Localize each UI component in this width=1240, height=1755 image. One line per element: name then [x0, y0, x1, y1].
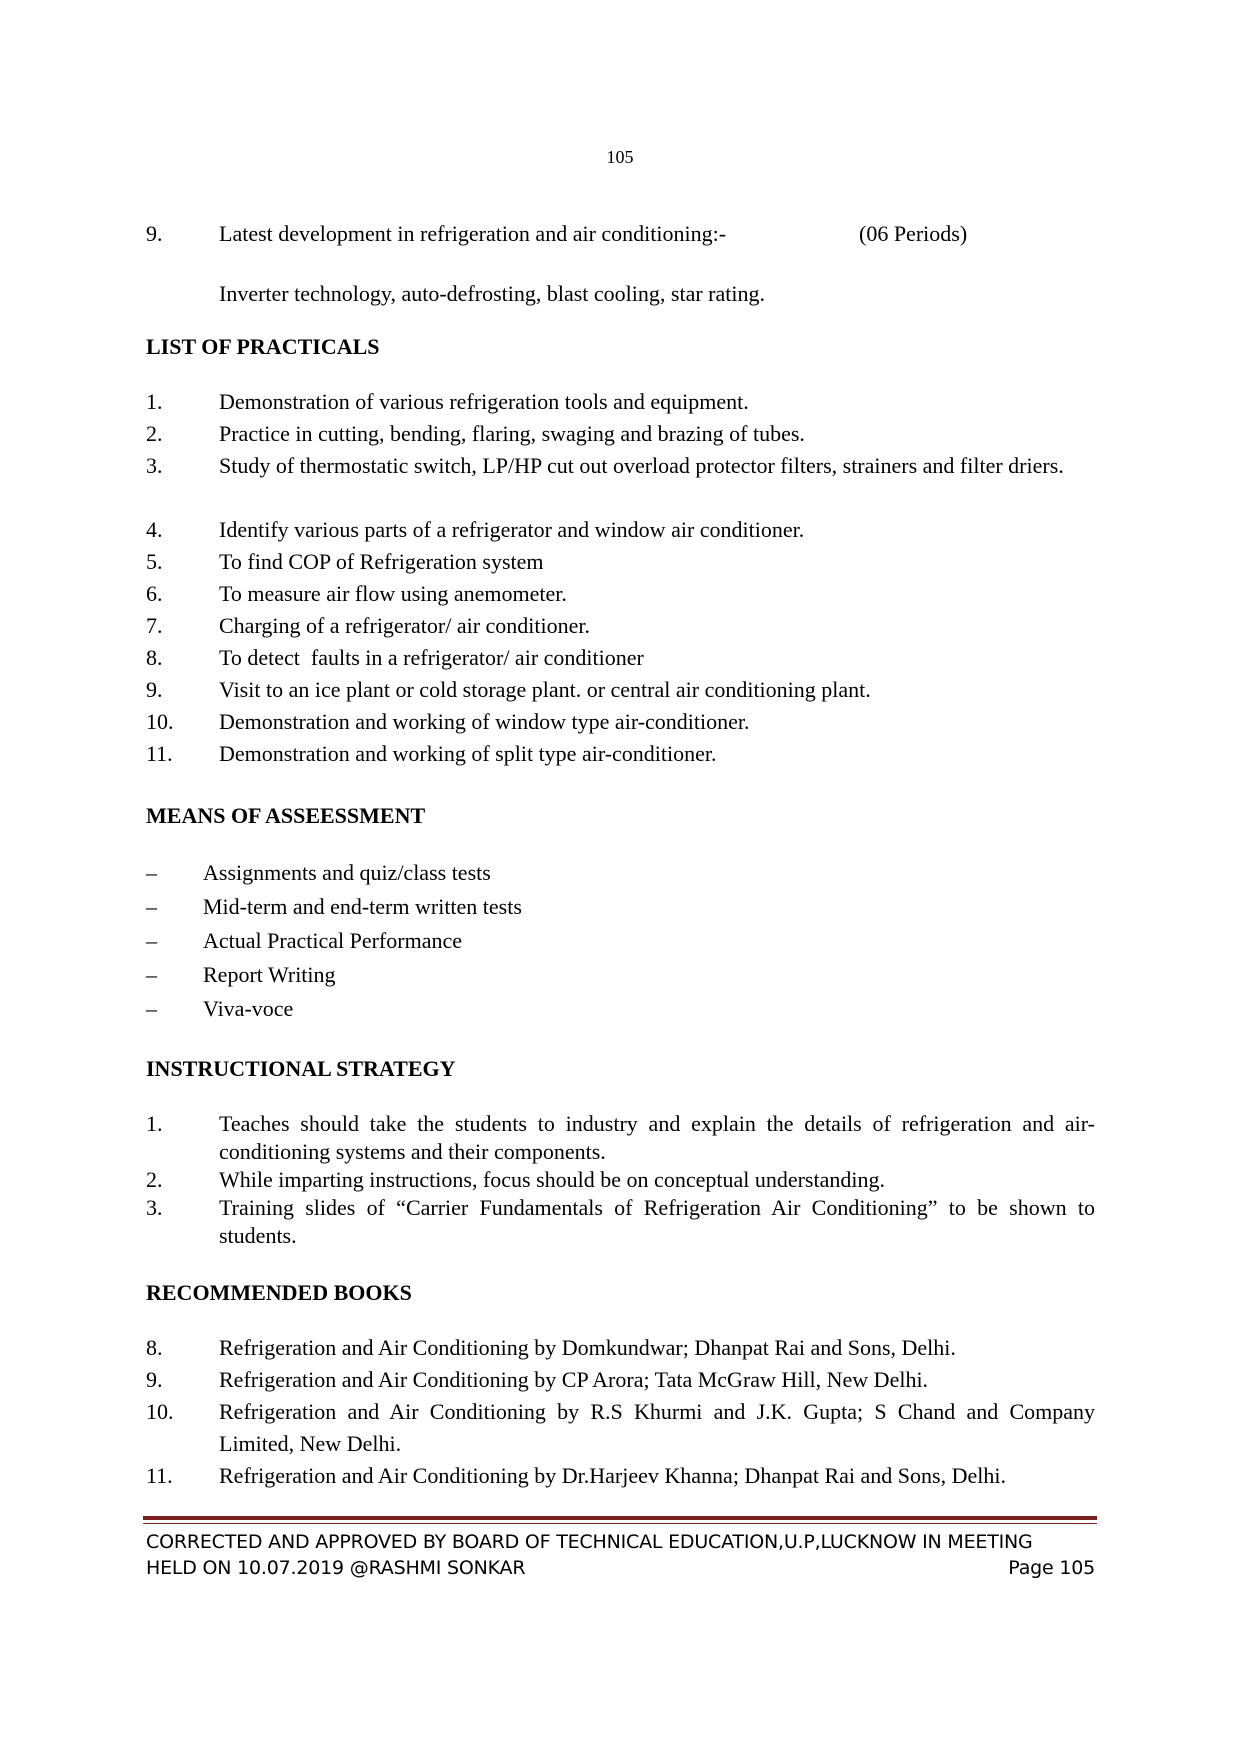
list-item-text: Charging of a refrigerator/ air conditioner. [219, 613, 591, 638]
bullet-dash: – [146, 928, 157, 953]
practicals-heading: LIST OF PRACTICALS [146, 334, 380, 359]
list-item-text: Practice in cutting, bending, flaring, swaging and brazing of tubes. [219, 421, 805, 446]
list-item-text: Training slides of “Carrier Fundamentals of Refrigeration Air Conditioning” to be shown to students. [219, 1195, 1095, 1248]
list-item-number: 3. [146, 453, 163, 478]
topic-detail: Inverter technology, auto-defrosting, blast cooling, star rating. [219, 281, 765, 306]
page-footer [146, 1529, 1095, 1581]
list-item-number: 2. [146, 421, 163, 446]
footer-rule [143, 1516, 1097, 1520]
list-item-number: 9. [146, 1367, 163, 1392]
list-item-text: Mid-term and end-term written tests [203, 894, 522, 919]
list-item-text: Refrigeration and Air Conditioning by Domkundwar; Dhanpat Rai and Sons, Delhi. [219, 1335, 956, 1360]
list-item-text: To find COP of Refrigeration system [219, 549, 544, 574]
bullet-dash: – [146, 894, 157, 919]
topic-title: Latest development in refrigeration and air conditioning:- [219, 221, 727, 246]
list-item-number: 5. [146, 549, 163, 574]
list-item-text: Refrigeration and Air Conditioning by CP Arora; Tata McGraw Hill, New Delhi. [219, 1367, 929, 1392]
list-item-number: 10. [146, 1399, 174, 1424]
bullet-dash: – [146, 996, 157, 1021]
books-heading: RECOMMENDED BOOKS [146, 1280, 412, 1305]
list-item-text: Study of thermostatic switch, LP/HP cut out overload protector filters, strainers and filter driers. [219, 453, 1064, 478]
list-item-number: 8. [146, 645, 163, 670]
list-item-text: To detect faults in a refrigerator/ air conditioner [219, 645, 644, 670]
topic-periods: (06 Periods) [859, 221, 968, 246]
list-item-text: Refrigeration and Air Conditioning by Dr.Harjeev Khanna; Dhanpat Rai and Sons, Delhi. [219, 1463, 1006, 1488]
list-item-text: Teaches should take the students to industry and explain the details of refrigeration and air-conditioning systems and their components. [219, 1111, 1095, 1164]
list-item-text: Demonstration of various refrigeration tools and equipment. [219, 389, 749, 414]
list-item-number: 9. [146, 677, 163, 702]
list-item-text: While imparting instructions, focus should be on conceptual understanding. [219, 1167, 885, 1192]
list-item-number: 7. [146, 613, 163, 638]
page-number-top: 105 [606, 147, 634, 167]
list-item-text: Identify various parts of a refrigerator and window air conditioner. [219, 517, 805, 542]
list-item-text: Demonstration and working of window type air-conditioner. [219, 709, 750, 734]
list-item-number: 11. [146, 1463, 173, 1488]
strategy-heading: INSTRUCTIONAL STRATEGY [146, 1056, 456, 1081]
list-item-number: 11. [146, 741, 173, 766]
list-item-number: 8. [146, 1335, 163, 1360]
list-item-number: 6. [146, 581, 163, 606]
topic-number: 9. [146, 221, 163, 246]
list-item-text: To measure air flow using anemometer. [219, 581, 567, 606]
footer-rule-thin [143, 1523, 1097, 1524]
list-item-text: Viva-voce [203, 996, 294, 1021]
list-item-text: Report Writing [203, 962, 336, 987]
list-item-number: 3. [146, 1195, 163, 1220]
list-item-number: 1. [146, 389, 163, 414]
bullet-dash: – [146, 962, 157, 987]
bullet-dash: – [146, 860, 157, 885]
footer-line-2: HELD ON 10.07.2019 @RASHMI SONKAR [146, 1557, 526, 1579]
list-item-text: Visit to an ice plant or cold storage plant. or central air conditioning plant. [219, 677, 871, 702]
list-item-number: 1. [146, 1111, 163, 1136]
list-item-text: Refrigeration and Air Conditioning by R.S Khurmi and J.K. Gupta; S Chand and Company Limited, New Delhi. [219, 1399, 1095, 1456]
list-item-text: Demonstration and working of split type air-conditioner. [219, 741, 717, 766]
list-item-number: 4. [146, 517, 163, 542]
list-item-text: Assignments and quiz/class tests [203, 860, 491, 885]
list-item-number: 10. [146, 709, 174, 734]
footer-page-label: Page 105 [1008, 1557, 1095, 1579]
list-item-text: Actual Practical Performance [203, 928, 462, 953]
list-item-number: 2. [146, 1167, 163, 1192]
footer-line-1: CORRECTED AND APPROVED BY BOARD OF TECHNICAL EDUCATION,U.P,LUCKNOW IN MEETING [146, 1531, 1033, 1553]
assessment-heading: MEANS OF ASSEESSMENT [146, 803, 426, 828]
